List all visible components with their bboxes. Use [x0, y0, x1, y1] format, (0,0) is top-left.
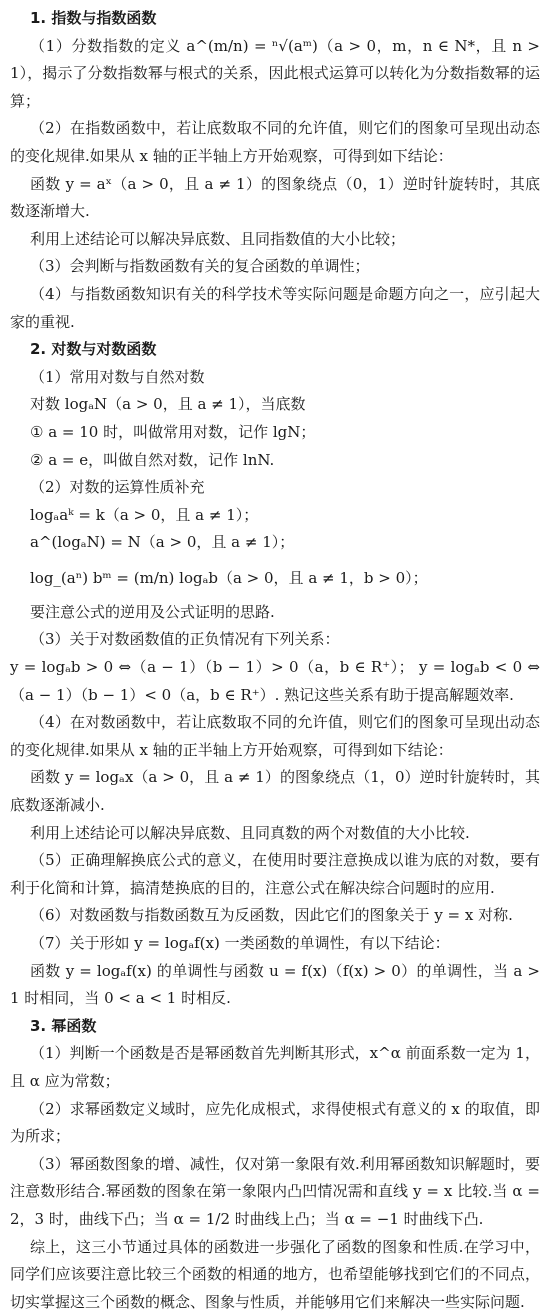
- section-title-logarithm: 2. 对数与对数函数: [30, 340, 157, 359]
- paragraph: ① a = 10 时，叫做常用对数，记作 lgN；: [30, 422, 316, 441]
- paragraph: 函数 y = logₐx（a > 0，且 a ≠ 1）的图象绕点（1，0）逆时针旋转时，其底数逐渐减小.: [10, 768, 540, 815]
- paragraph: （3）幂函数图象的增、减性，仅对第一象限有效.利用幂函数知识解题时，要注意数形结合.幂函数的图象在第一象限内凸凹情况需和直线 y = x 比较.当 α = 2，3 时，曲线下凸；当 α = 1/2 时曲线上凸；当 α = −1 时曲线下凸.: [10, 1154, 540, 1228]
- paragraph: 利用上述结论可以解决异底数、且同真数的两个对数值的大小比较.: [30, 823, 470, 842]
- formula-line: log_(aⁿ) bᵐ = (m/n) logₐb（a > 0，且 a ≠ 1，b > 0）；: [30, 568, 428, 587]
- paragraph: （7）关于形如 y = logₐf(x) 一类函数的单调性，有以下结论：: [30, 934, 450, 952]
- paragraph: （2）在指数函数中，若让底数取不同的允许值，则它们的图象可呈现出动态的变化规律.如果从 x 轴的正半轴上方开始观察，可得到如下结论：: [10, 119, 540, 165]
- paragraph: （1）分数指数的定义 a^(m/n) = ⁿ√(aᵐ)（a > 0，m，n ∈ N*，且 n > 1），揭示了分数指数幂与根式的关系，因此根式运算可以转化为分数指数幂的运算；: [10, 36, 540, 110]
- paragraph: 对数 logₐN（a > 0，且 a ≠ 1），当底数: [30, 395, 306, 414]
- paragraph: （5）正确理解换底公式的意义，在使用时要注意换成以谁为底的对数，要有利于化简和计算，搞清楚换底的目的，注意公式在解决综合问题时的应用.: [10, 851, 540, 897]
- paragraph: 要注意公式的逆用及公式证明的思路.: [30, 602, 275, 621]
- paragraph: （2）对数的运算性质补充: [30, 478, 205, 497]
- section-title-exponent: 1. 指数与指数函数: [30, 9, 157, 27]
- paragraph: ② a = e，叫做自然对数，记作 lnN.: [30, 450, 275, 469]
- summary-paragraph: 综上，这三小节通过具体的函数进一步强化了函数的图象和性质.在学习中，同学们应该要注意比较三个函数的相通的地方，也希望能够找到它们的不同点，切实掌握这三个函数的概念、图象与性质，并能够用它们来解决一些实际问题.: [10, 1237, 540, 1311]
- paragraph: 函数 y = logₐf(x) 的单调性与函数 u = f(x)（f(x) > 0）的单调性，当 a > 1 时相同，当 0 < a < 1 时相反.: [10, 961, 540, 1008]
- paragraph: （3）会判断与指数函数有关的复合函数的单调性；: [30, 257, 370, 276]
- formula-line: logₐaᵏ = k（a > 0，且 a ≠ 1）；: [30, 505, 259, 524]
- paragraph: 函数 y = aˣ（a > 0，且 a ≠ 1）的图象绕点（0，1）逆时针旋转时，其底数逐渐增大.: [10, 174, 540, 221]
- paragraph: （4）与指数函数知识有关的科学技术等实际问题是命题方向之一，应引起大家的重视.: [10, 284, 540, 331]
- paragraph: y = logₐb > 0 ⇔（a − 1）（b − 1）> 0（a，b ∈ R⁺）； y = logₐb < 0 ⇔（a − 1）（b − 1）< 0（a，b ∈ R⁺）. 熟记这些关系有助于提高解题效率.: [10, 658, 540, 704]
- paragraph: 利用上述结论可以解决异底数、且同指数值的大小比较；: [30, 229, 406, 248]
- paragraph: （1）常用对数与自然对数: [30, 367, 205, 386]
- paragraph: （4）在对数函数中，若让底数取不同的允许值，则它们的图象可呈现出动态的变化规律.如果从 x 轴的正半轴上方开始观察，可得到如下结论：: [10, 713, 540, 759]
- paragraph: （1）判断一个函数是否是幂函数首先判断其形式，x^α 前面系数一定为 1，且 α 应为常数；: [10, 1044, 540, 1090]
- formula-line: a^(logₐN) = N（a > 0，且 a ≠ 1）；: [30, 533, 295, 552]
- section-title-power-function: 3. 幂函数: [30, 1016, 97, 1035]
- paragraph: （6）对数函数与指数函数互为反函数，因此它们的图象关于 y = x 对称.: [30, 906, 513, 925]
- paragraph: （3）关于对数函数值的正负情况有下列关系：: [30, 630, 340, 649]
- paragraph: （2）求幂函数定义域时，应先化成根式，求得使根式有意义的 x 的取值，即为所求；: [10, 1099, 540, 1146]
